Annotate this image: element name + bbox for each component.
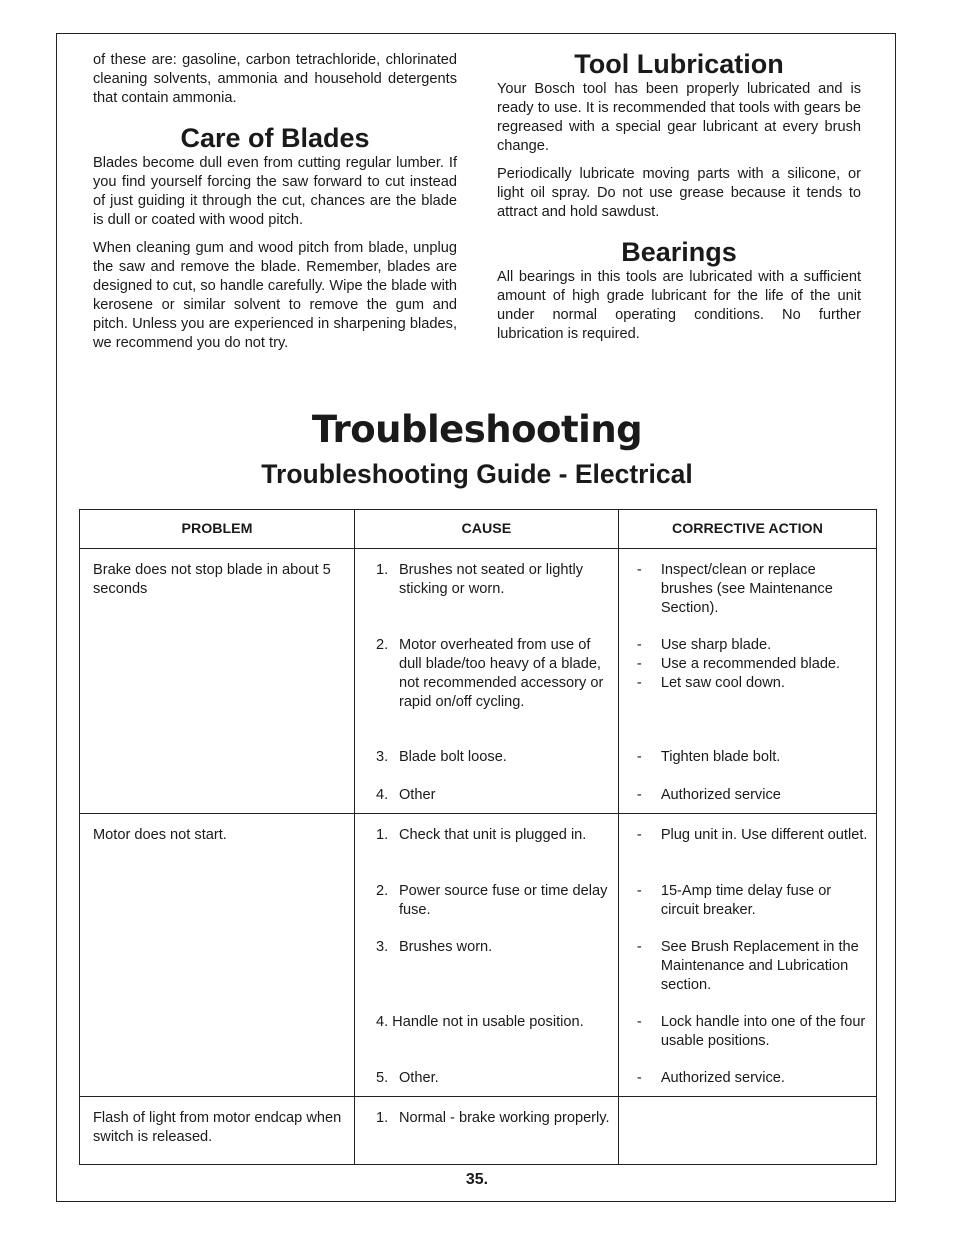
problem-text: Brake does not stop blade in about 5 seconds (93, 562, 331, 597)
intro-paragraph: of these are: gasoline, carbon tetrachloride, chlorinated cleaning solvents, ammonia and household detergents that contain ammonia. (93, 52, 457, 106)
left-column (93, 51, 457, 362)
cause-item: 3. Blade bolt loose. (375, 749, 507, 765)
cause-item: 2. Power source fuse or time delay fuse. (375, 883, 608, 918)
table-row (80, 814, 877, 1097)
problem-text: Motor does not start. (93, 827, 227, 843)
cause-item: 4. Handle not in usable position. (375, 1014, 584, 1030)
lubrication-paragraph-1: Your Bosch tool has been properly lubricated and is ready to use. It is recommended that tools with gears be regreased with a special gear lubricant at every brush change. (497, 81, 861, 154)
troubleshooting-title: Troubleshooting (311, 408, 643, 451)
cause-item: 2. Motor overheated from use of dull blade/too heavy of a blade, not recommended accessory or rapid on/off cycling. (375, 637, 604, 710)
action-item: - Plug unit in. Use different outlet. (636, 827, 868, 843)
action-item: - Inspect/clean or replace brushes (see Maintenance Section). (636, 562, 833, 616)
care-paragraph-1: Blades become dull even from cutting regular lumber. If you find yourself forcing the saw forward to cut instead of just guiding it through the cut, chances are the blade is dull or coated with wood pitch. (93, 155, 457, 228)
tool-lubrication-heading: Tool Lubrication (574, 49, 784, 79)
header-cause: CAUSE (354, 510, 618, 549)
care-paragraph-2: When cleaning gum and wood pitch from blade, unplug the saw and remove the blade. Remember, blades are designed to cut, so handle carefully. Wipe the blade with kerosene or similar solvent to remove the gum and pitch. Unless you are experienced in sharpening blades, we recommend you do not try. (93, 240, 457, 351)
action-item: - Lock handle into one of the four usable positions. (636, 1014, 866, 1049)
table-row (80, 549, 877, 814)
table-row (80, 1097, 877, 1165)
troubleshooting-table (79, 509, 877, 1165)
action-item: - Use a recommended blade. (636, 656, 841, 672)
page-number: 35. (465, 1171, 489, 1188)
cause-item: 3. Brushes worn. (375, 939, 493, 955)
cause-item: 1. Check that unit is plugged in. (375, 827, 587, 843)
cause-item: 1. Normal - brake working properly. (375, 1110, 610, 1126)
cause-item: 5. Other. (375, 1070, 439, 1086)
action-item: - 15-Amp time delay fuse or circuit breaker. (636, 883, 832, 918)
right-column (497, 51, 861, 353)
troubleshooting-subtitle: Troubleshooting Guide - Electrical (261, 459, 693, 489)
cause-item: 4. Other (375, 787, 436, 803)
action-item: - Let saw cool down. (636, 675, 785, 691)
action-item: - Use sharp blade. (636, 637, 772, 653)
cause-item: 1. Brushes not seated or lightly sticking or worn. (375, 562, 584, 597)
empty-action-cell (618, 1097, 876, 1165)
action-item: - Authorized service. (636, 1070, 785, 1086)
lubrication-paragraph-2: Periodically lubricate moving parts with a silicone, or light oil spray. Do not use grease because it tends to attract and hold sawdust. (497, 166, 861, 220)
problem-text: Flash of light from motor endcap when switch is released. (93, 1110, 342, 1145)
bearings-heading: Bearings (621, 237, 737, 267)
care-of-blades-heading: Care of Blades (180, 123, 370, 153)
action-item: - Authorized service (636, 787, 781, 803)
action-group (619, 636, 876, 748)
bearings-paragraph: All bearings in this tools are lubricated with a sufficient amount of high grade lubricant for the life of the unit under normal operating conditions. No further lubrication is required. (497, 269, 861, 342)
table-header-row (80, 510, 877, 549)
action-item: - Tighten blade bolt. (636, 749, 781, 765)
header-problem: PROBLEM (80, 510, 355, 549)
header-corrective-action: CORRECTIVE ACTION (618, 510, 876, 549)
action-item: - See Brush Replacement in the Maintenance and Lubrication section. (636, 939, 859, 993)
